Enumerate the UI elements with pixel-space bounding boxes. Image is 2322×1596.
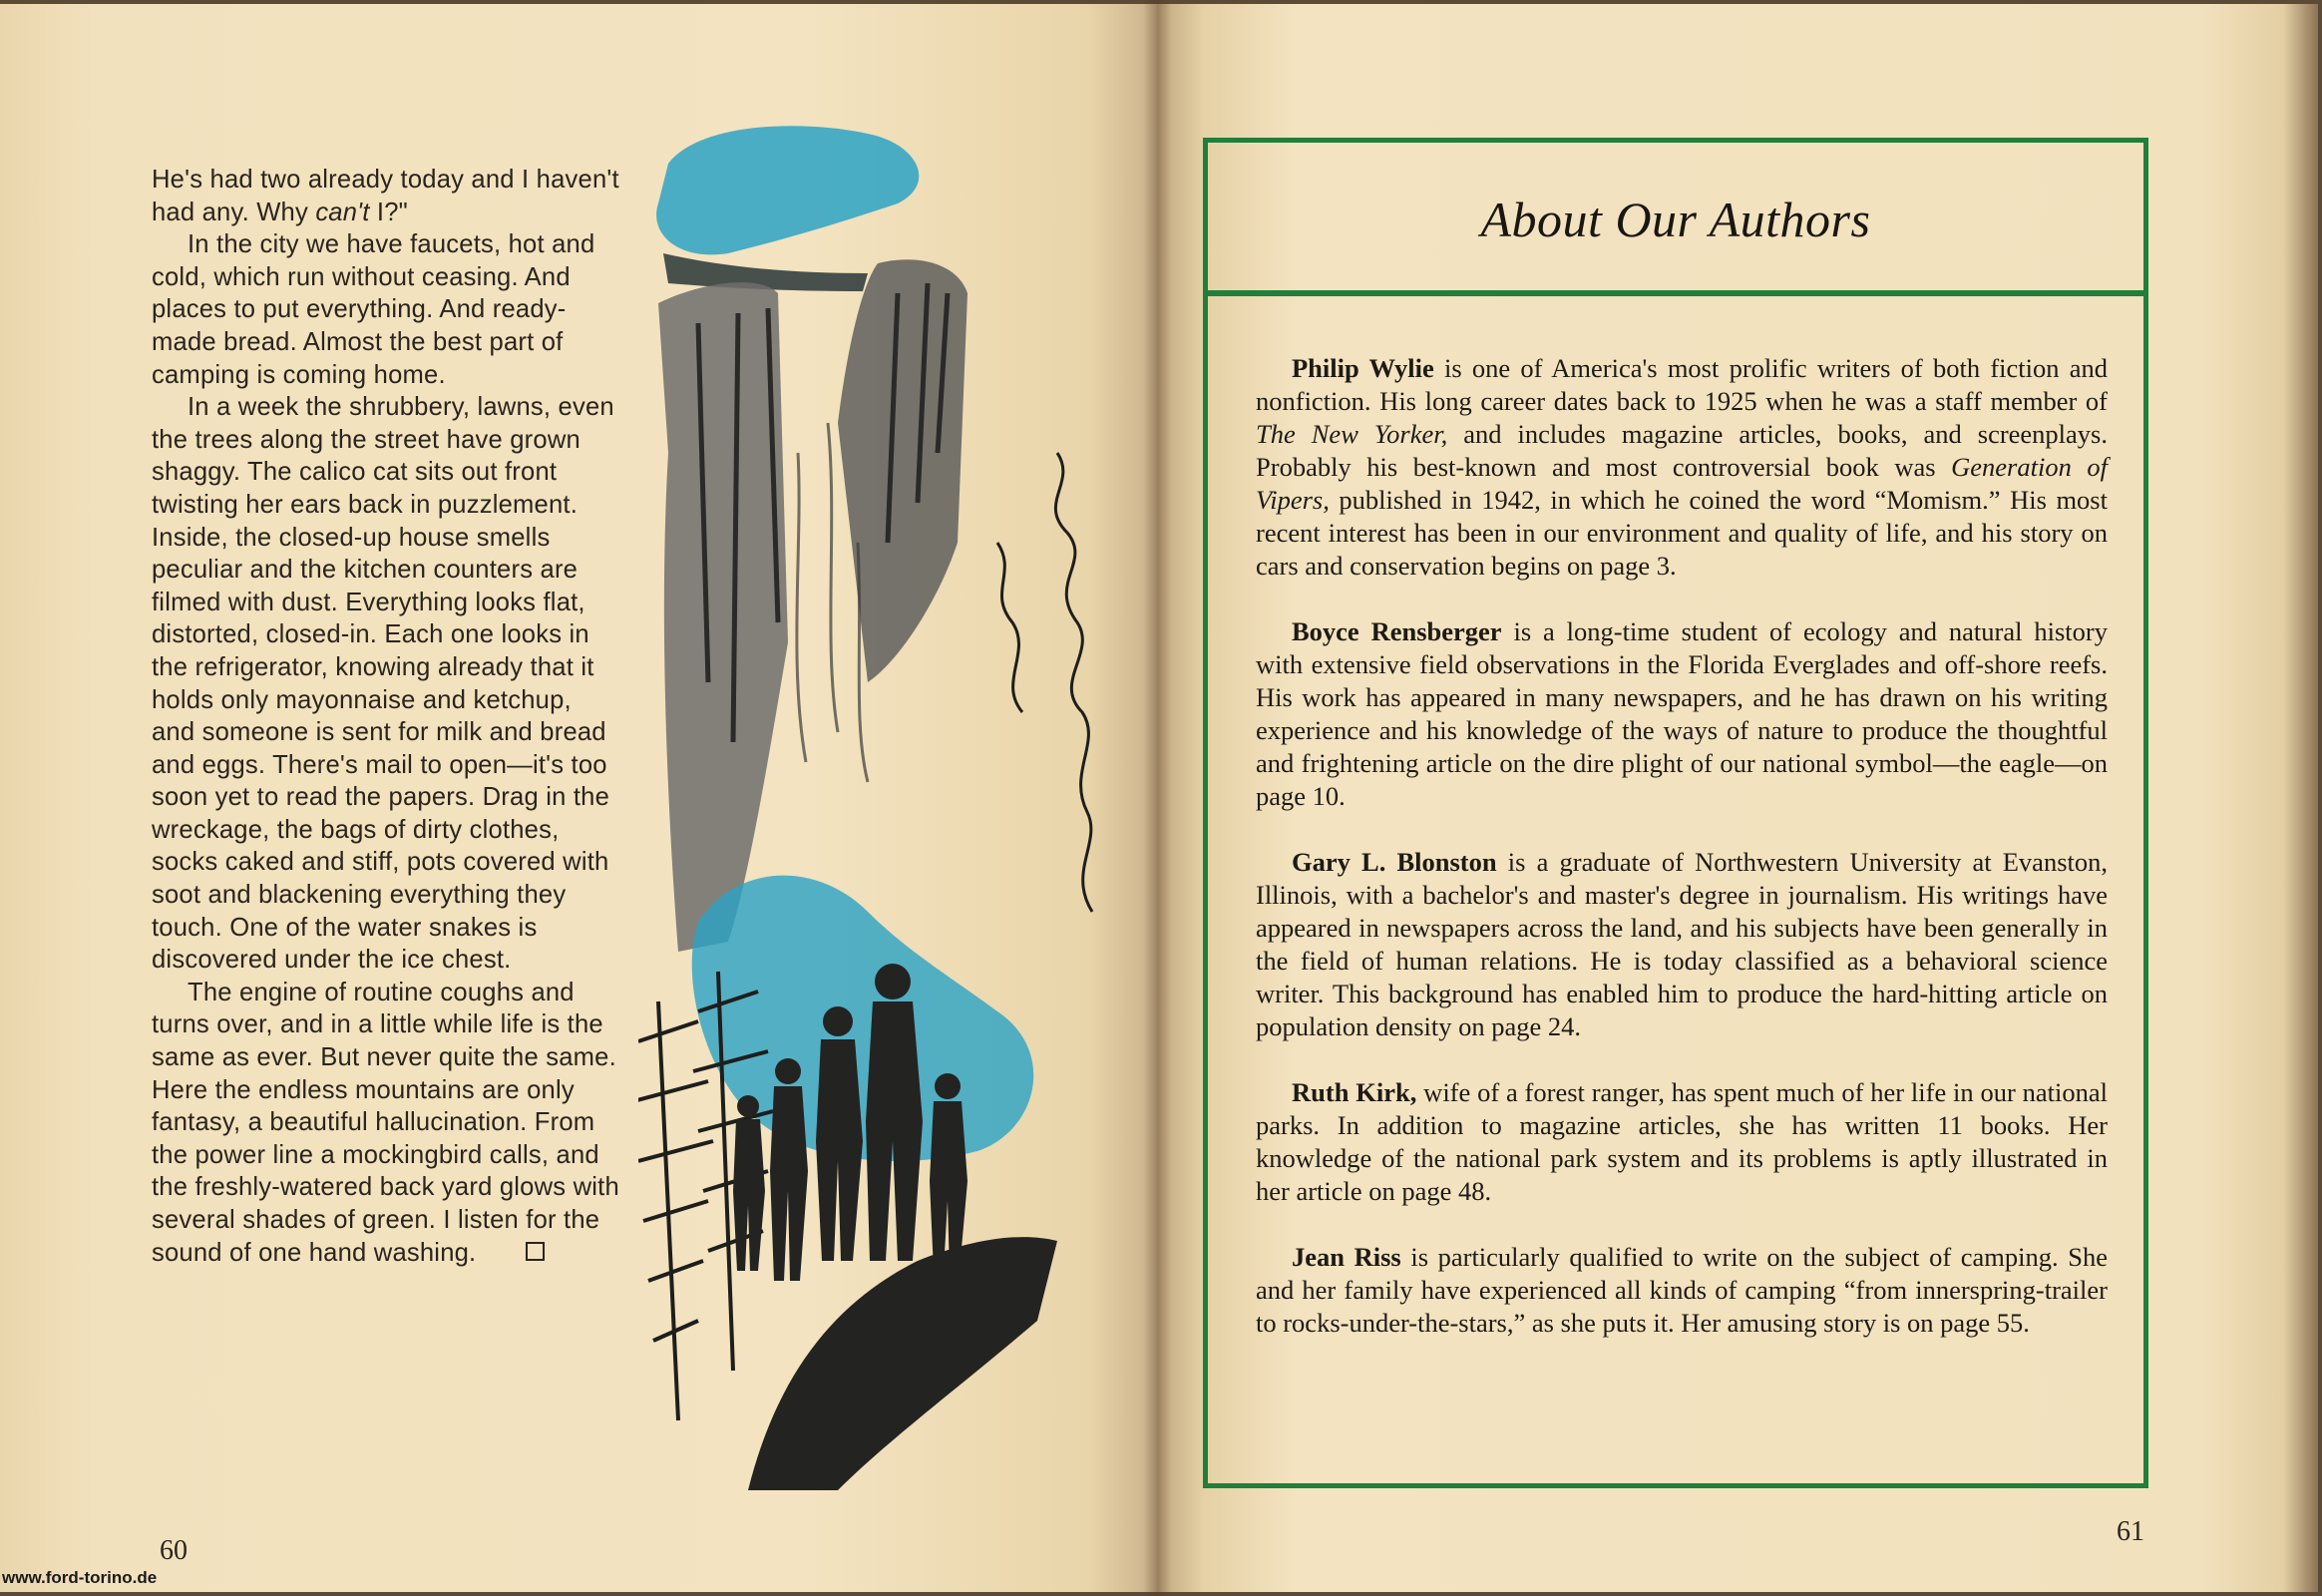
end-of-article-mark: [526, 1242, 545, 1261]
left-page: [0, 4, 1157, 1592]
author-name: Boyce Rensberger: [1292, 616, 1502, 646]
author-bio: Jean Riss is particularly qualified to write on the subject of camping. She and her family have experienced all kinds of camping “from innerspring-trailer to rocks-under-the-stars,” as she puts it. Her amusing story is on page 55.: [1256, 1242, 2108, 1338]
author-name: Gary L. Blonston: [1292, 847, 1497, 877]
cloud-shadow: [663, 253, 868, 291]
left-paragraph-2: In the city we have faucets, hot and cold, which run without ceasing. And places to put everything. And ready-made bread. Almost the best part of camping is coming home.: [152, 230, 595, 389]
foliage-vines: [997, 453, 1092, 912]
author-name: Philip Wylie: [1292, 353, 1434, 383]
sky-cloud: [656, 126, 919, 254]
title-box: [1203, 138, 2148, 295]
author-bio: Ruth Kirk, wife of a forest ranger, has spent much of her life in our national parks. In addition to magazine articles, she has written 11 books. Her knowledge of the national park system and its problems is aptly illustrated in her article on page 48.: [1256, 1077, 2108, 1206]
italic-title: Generation of Vipers,: [1256, 452, 2108, 515]
left-paragraph-4: [152, 977, 620, 1269]
left-paragraph-4-text: The engine of routine coughs and turns over, and in a little while life is the same as ever. But never quite the same. Here the endless mountains are only fantasy, a beautiful hallucination. From the power line a mockingbird calls, and the freshly-watered back yard glows with several shades of green. I listen for the sound of one hand washing.: [152, 978, 619, 1267]
emphasis-cant: can't: [315, 198, 370, 226]
authors-box: [1203, 291, 2148, 1488]
book-gutter: [1143, 0, 1171, 1596]
author-bio: Philip Wylie is one of America's most prolific writers of both fiction and nonfiction. His long career dates back to 1925 when he was a staff member of The New Yorker, and includes magazine articles, books, and screenplays. Probably his best-known and most controversial book was Generation of Vipers, published in 1942, in which he coined the word “Momism.” His most recent interest has been in our environment and quality of life, and his story on cars and conservation begins on page 3.: [1256, 353, 2108, 581]
camping-illustration: [638, 124, 1097, 1490]
left-paragraph-3: In a week the shrubbery, lawns, even the trees along the street have grown shaggy. The calico cat sits out front twisting her ears back in puzzlement. Inside, the closed-up house smells peculiar and the kitchen counters are filmed with dust. Everything looks flat, distorted, closed-in. Each one looks in the refrigerator, knowing already that it holds only mayonnaise and ketchup, and someone is sent for milk and bread and eggs. There's mail to open—it's too soon yet to read the papers. Drag in the wreckage, the bags of dirty clothes, socks caked and stiff, pots covered with soot and blackening everything they touch. One of the water snakes is discovered under the ice chest.: [152, 393, 614, 975]
authors-list: [1256, 352, 2108, 1373]
website-watermark: www.ford-torino.de: [2, 1568, 158, 1587]
page-number-right: 61: [2117, 1516, 2144, 1547]
author-name: Jean Riss: [1292, 1242, 1401, 1272]
author-name: Ruth Kirk,: [1292, 1077, 1417, 1107]
author-bio: Gary L. Blonston is a graduate of Northwestern University at Evanston, Illinois, with a bachelor's and master's degree in journalism. His writings have appeared in newspapers across the land, and his subjects have been generally in the field of human relations. He is today classified as a behavioral science writer. This background has enabled him to produce the hard-hitting article on population density on page 24.: [1256, 847, 2108, 1041]
left-paragraph-1: He's had two already today and I haven't had any. Why can't I?": [152, 166, 619, 226]
page-title: About Our Authors: [1480, 192, 1871, 247]
author-bio: Boyce Rensberger is a long-time student of ecology and natural history with extensive field observations in the Florida Everglades and off-shore reefs. His work has appeared in many newspapers, and he has drawn on his writing experience and his knowledge of the ways of nature to produce the thoughtful and frightening article on the dire plight of our national symbol—the eagle—on page 10.: [1256, 616, 2108, 811]
left-page-text: [152, 164, 620, 1269]
pine-tree-left: [638, 1001, 713, 1420]
italic-title: The New Yorker,: [1256, 419, 1448, 449]
page-number-left: 60: [160, 1535, 188, 1566]
